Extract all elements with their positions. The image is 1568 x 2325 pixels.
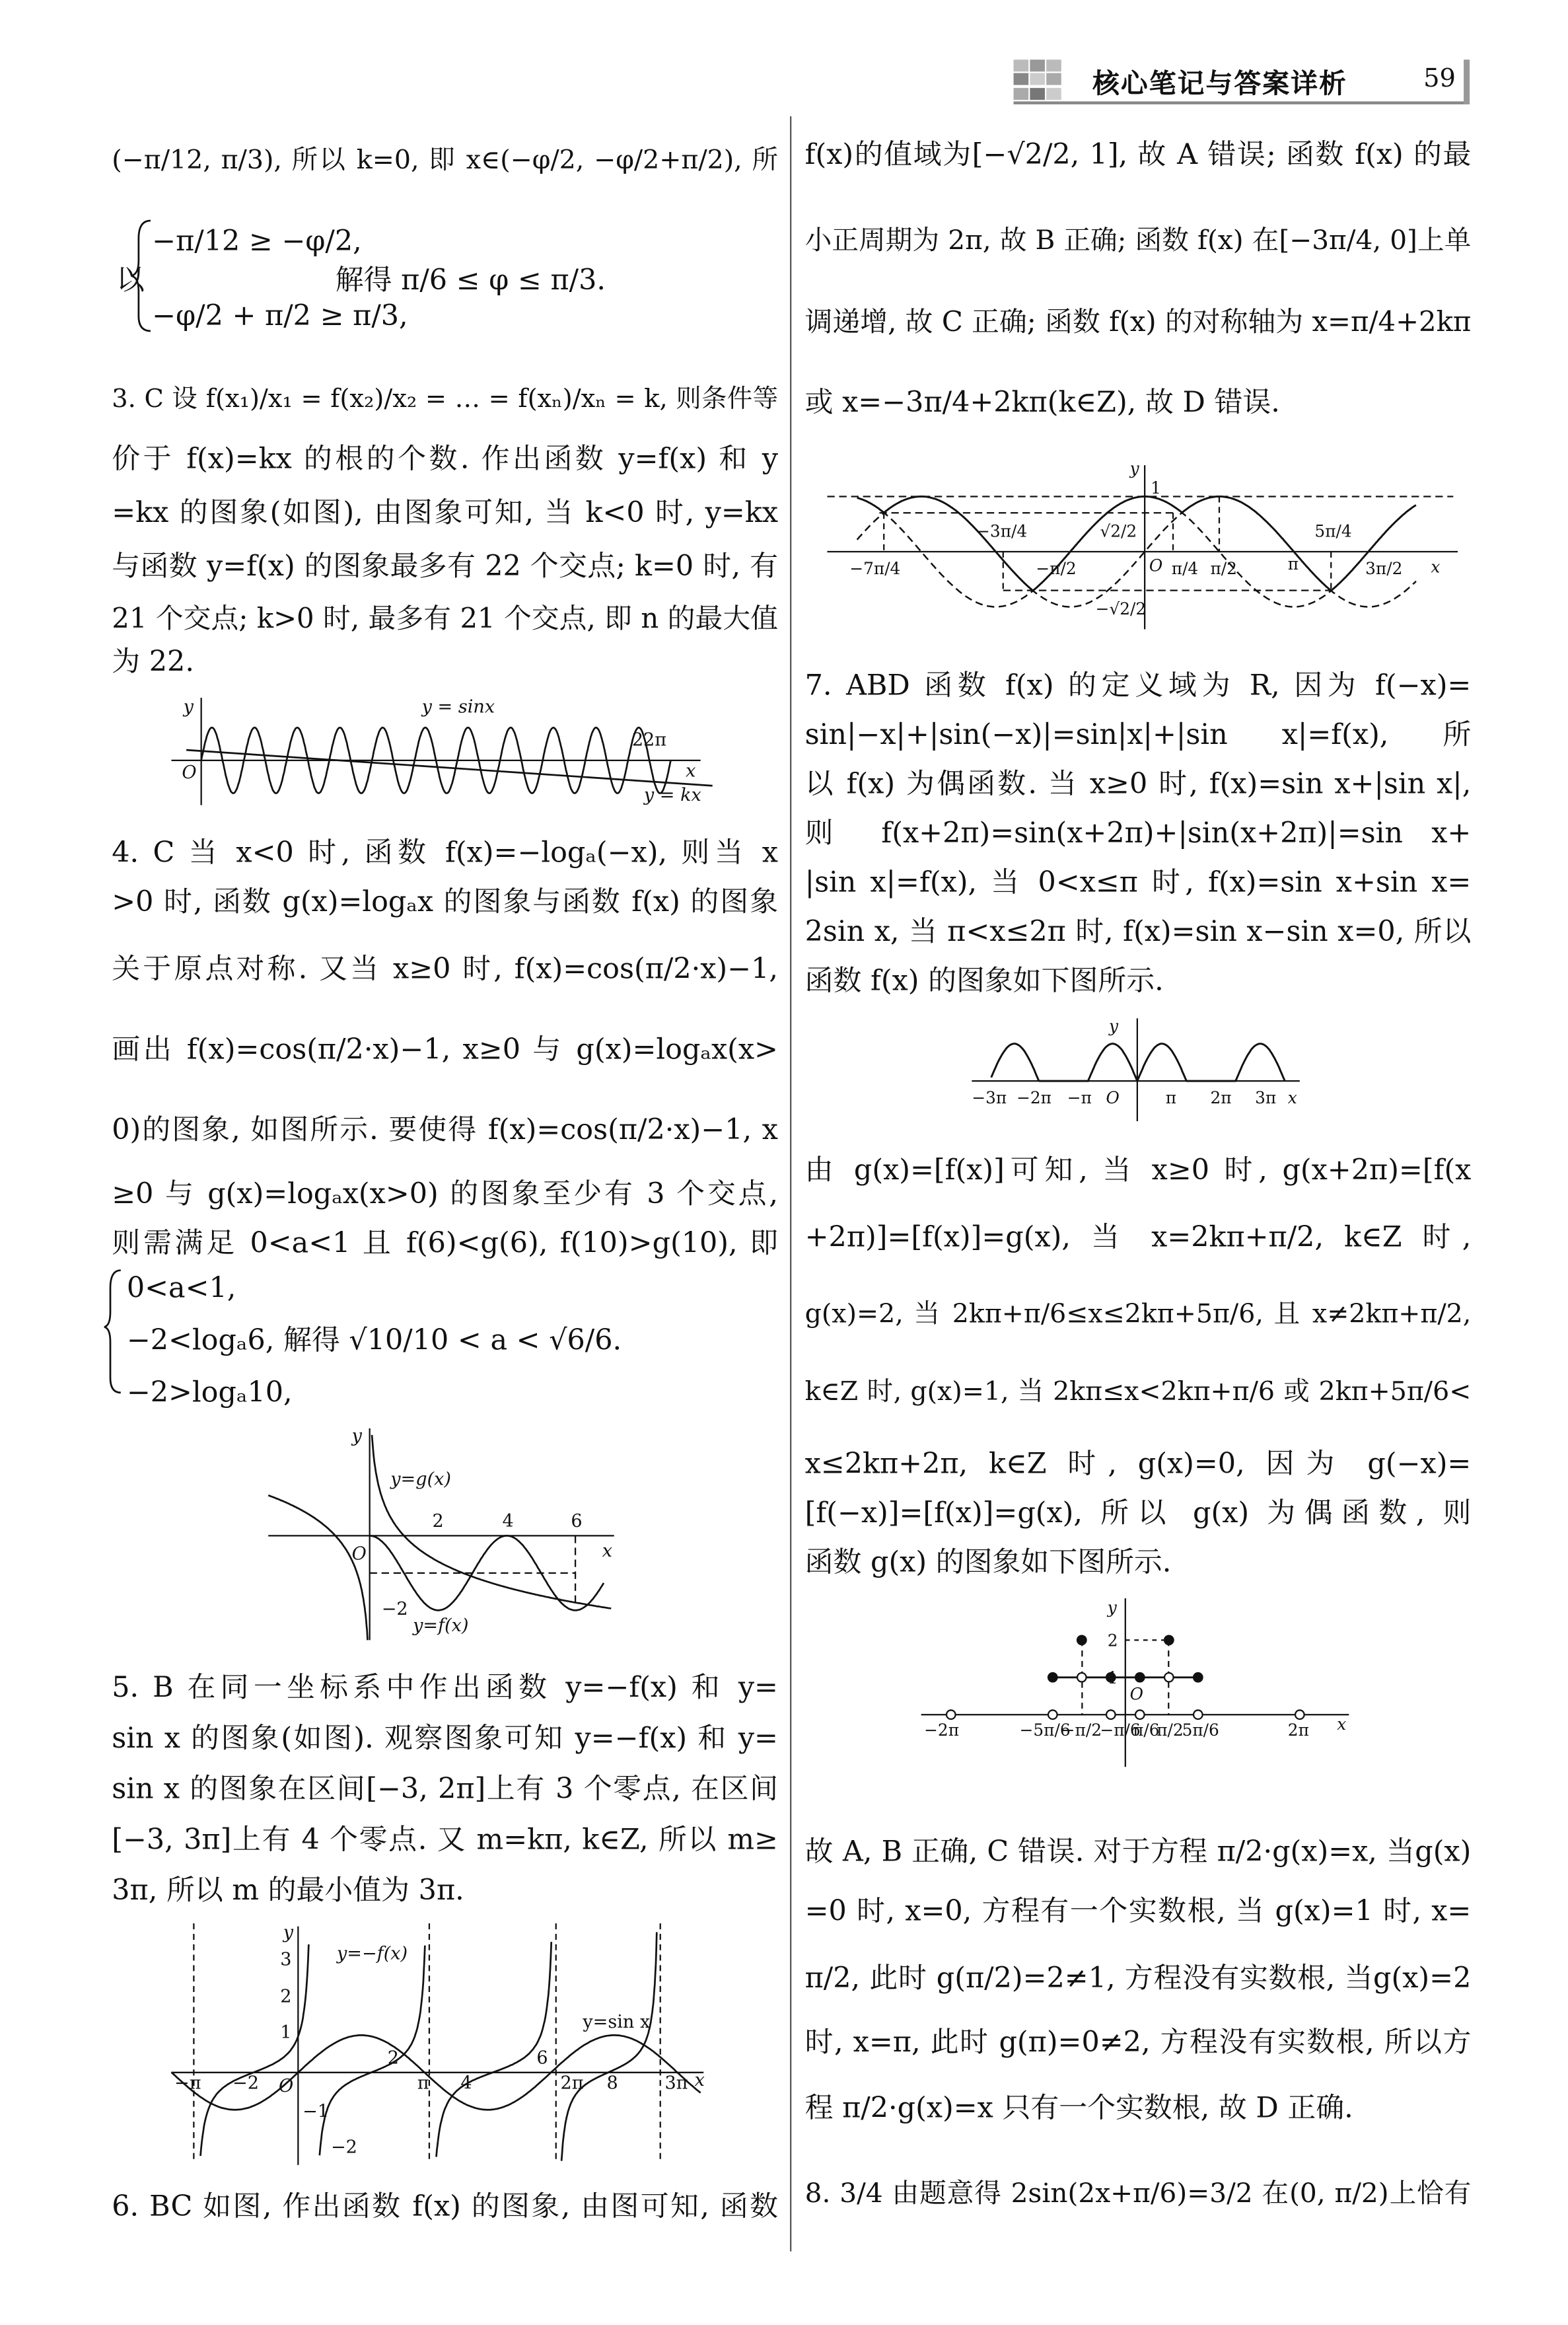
curve-label-sin: y = sinx <box>421 696 495 718</box>
tick-neg-3pi: −3π <box>972 1088 1007 1107</box>
tick-label-22pi: 22π <box>631 729 667 751</box>
tick-ym1: −1 <box>303 2101 330 2122</box>
tick-3pi: 3π <box>664 2073 688 2094</box>
tick-root2-over-2: √2/2 <box>1100 521 1137 541</box>
left-text-line: 0)的图象, 如图所示. 要使得 f(x)=cos(π/2·x)−1, x <box>112 1113 778 1147</box>
line-label-kx: y = kx <box>643 784 701 805</box>
figure-g-f <box>268 1426 614 1640</box>
right-text-line: 故 A, B 正确, C 错误. 对于方程 π/2·g(x)=x, 当g(x) <box>804 1835 1472 1868</box>
open-point <box>1194 1710 1203 1719</box>
tick-pi: π <box>417 2073 429 2094</box>
axis-label-y: y <box>1129 459 1139 478</box>
tick-1: 1 <box>1107 1668 1118 1687</box>
left-text-line: [−3, 3π]上有 4 个零点. 又 m=kπ, k∈Z, 所以 m≥ <box>112 1823 778 1857</box>
system-brace <box>104 1271 121 1393</box>
figure-humps <box>972 1017 1299 1121</box>
axis-label-x: x <box>1287 1088 1297 1107</box>
tick-neg-root2-over-2: −√2/2 <box>1095 599 1147 618</box>
tick-neg-pi-2: −π/2 <box>1036 558 1077 578</box>
left-text-line: (−π/12, π/3), 所以 k=0, 即 x∈(−φ/2, −φ/2+π/2), 所 <box>112 146 778 176</box>
tick-neg-5pi-6: −5π/6 <box>1019 1720 1071 1740</box>
right-text-line: sin|−x|+|sin(−x)|=sin|x|+|sin x|=f(x), 所 <box>804 718 1472 752</box>
line-y-kx <box>186 750 713 786</box>
left-text-line: −π/12 ≥ −φ/2, <box>152 225 362 258</box>
tick-y1: 1 <box>280 2022 292 2043</box>
left-text-line: 5. B 在同一坐标系中作出函数 y=−f(x) 和 y= <box>112 1671 778 1705</box>
right-text-line: +2π)]=[f(x)]=g(x), 当 x=2kπ+π/2, k∈Z 时, <box>804 1221 1472 1254</box>
tick-ym2: −2 <box>330 2137 357 2158</box>
right-text-line: 由 g(x)=[f(x)]可知, 当 x≥0 时, g(x+2π)=[f(x <box>804 1154 1472 1187</box>
right-text-line: 函数 f(x) 的图象如下图所示. <box>804 965 1164 998</box>
right-text-line: [f(−x)]=[f(x)]=g(x), 所以 g(x) 为偶函数, 则 <box>804 1496 1472 1530</box>
right-text-line: 时, x=π, 此时 g(π)=0≠2, 方程没有实数根, 所以方 <box>804 2026 1472 2059</box>
curve-f-solid <box>857 496 1416 591</box>
left-text-line: sin x 的图象在区间[−3, 2π]上有 3 个零点, 在区间 <box>112 1773 778 1806</box>
axis-label-y: y <box>283 1922 294 1943</box>
left-text-line: 关于原点对称. 又当 x≥0 时, f(x)=cos(π/2·x)−1, <box>112 953 778 986</box>
tick-8: 8 <box>606 2073 618 2094</box>
origin-label: O <box>1106 1088 1120 1107</box>
axis-label-y: y <box>1107 1598 1117 1617</box>
left-text-line: 价于 f(x)=kx 的根的个数. 作出函数 y=f(x) 和 y <box>112 443 778 476</box>
right-text-line: 调递增, 故 C 正确; 函数 f(x) 的对称轴为 x=π/4+2kπ <box>804 307 1472 339</box>
curve-label-sin: y=sin x <box>583 2012 651 2033</box>
right-text-line: 或 x=−3π/4+2kπ(k∈Z), 故 D 错误. <box>804 386 1280 420</box>
tick-pi: π <box>1287 554 1299 574</box>
right-text-line: 8. 3/4 由题意得 2sin(2x+π/6)=3/2 在(0, π/2)上恰有 <box>804 2178 1472 2210</box>
tick-neg-3pi-4: −3π/4 <box>976 521 1028 541</box>
curve-f-left <box>268 1495 367 1640</box>
open-point <box>946 1710 956 1719</box>
curve-label-g: y=g(x) <box>390 1469 451 1490</box>
tick-neg2: −2 <box>381 1599 408 1620</box>
left-text-line: −φ/2 + π/2 ≥ π/3, <box>152 299 408 333</box>
figure-sin-kx <box>172 697 713 805</box>
right-text-line: =0 时, x=0, 方程有一个实数根, 当 g(x)=1 时, x= <box>804 1895 1472 1928</box>
axis-label-x: x <box>1337 1714 1347 1734</box>
open-point <box>1077 1673 1087 1682</box>
origin-label: O <box>1129 1684 1143 1704</box>
open-point <box>1106 1710 1116 1719</box>
tick-neg-pi: −π <box>1067 1088 1092 1107</box>
left-text-line: −2<logₐ6, 解得 √10/10 < a < √6/6. <box>126 1323 622 1357</box>
right-text-line: 函数 g(x) 的图象如下图所示. <box>804 1546 1172 1579</box>
open-point <box>1048 1710 1057 1719</box>
left-text-line: 与函数 y=f(x) 的图象最多有 22 个交点; k=0 时, 有 <box>112 550 778 583</box>
tick-y2: 2 <box>280 1986 292 2007</box>
left-text-line: 21 个交点; k>0 时, 最多有 21 个交点, 即 n 的最大值 <box>112 603 778 636</box>
figure-sin-cos <box>827 459 1458 630</box>
filled-point <box>1048 1673 1057 1682</box>
right-text-line: 小正周期为 2π, 故 B 正确; 函数 f(x) 在[−3π/4, 0]上单 <box>804 225 1472 257</box>
axis-label-y: y <box>1108 1016 1119 1036</box>
tick-neg-pi: −π <box>174 2073 201 2094</box>
left-text-line: 画出 f(x)=cos(π/2·x)−1, x≥0 与 g(x)=logₐx(x> <box>112 1033 778 1066</box>
left-text-line: 3. C 设 f(x₁)/x₁ = f(x₂)/x₂ = … = f(xₙ)/xₙ = k, 则条件等 <box>112 385 778 415</box>
tick-neg2: −2 <box>232 2073 259 2094</box>
tick-pi-2: π/2 <box>1157 1720 1184 1740</box>
right-text-line: k∈Z 时, g(x)=1, 当 2kπ≤x<2kπ+π/6 或 2kπ+5π/6< <box>804 1378 1472 1408</box>
left-text-line: >0 时, 函数 g(x)=logₐx 的图象与函数 f(x) 的图象 <box>112 885 778 919</box>
axis-label-y: y <box>351 1426 362 1447</box>
tick-neg-2pi: −2π <box>1016 1088 1051 1107</box>
open-point <box>1295 1710 1304 1719</box>
open-point <box>1164 1673 1174 1682</box>
tick-neg-pi-2: −π/2 <box>1061 1720 1102 1740</box>
tick-5pi-4: 5π/4 <box>1314 521 1352 541</box>
tick-6: 6 <box>536 2048 548 2069</box>
left-text-line: 为 22. <box>112 646 194 679</box>
page-number: 59 <box>1423 64 1456 94</box>
tick-2pi: 2π <box>1210 1088 1232 1107</box>
left-text-line: 0<a<1, <box>126 1271 236 1305</box>
system-brace <box>131 221 151 331</box>
right-text-line: 2sin x, 当 π<x≤2π 时, f(x)=sin x−sin x=0, 所以 <box>804 915 1472 949</box>
left-text-line: 则需满足 0<a<1 且 f(6)<g(6), f(10)>g(10), 即 <box>112 1227 778 1260</box>
right-text-line: x≤2kπ+2π, k∈Z 时, g(x)=0, 因为 g(−x)= <box>804 1448 1472 1481</box>
right-text-line: |sin x|=f(x), 当 0<x≤π 时, f(x)=sin x+sin x= <box>804 866 1472 899</box>
right-text-line: 程 π/2·g(x)=x 只有一个实数根, 故 D 正确. <box>804 2092 1353 2125</box>
origin-label: O <box>279 2076 294 2097</box>
tick-4: 4 <box>502 1510 514 1532</box>
axis-label-x: x <box>1431 557 1441 577</box>
tick-y3: 3 <box>280 1949 292 1970</box>
origin-label: O <box>351 1543 367 1565</box>
left-text-line: 解得 π/6 ≤ φ ≤ π/3. <box>335 264 606 297</box>
tick-neg-7pi-4: −7π/4 <box>849 558 901 578</box>
right-text-line: 则 f(x+2π)=sin(x+2π)+|sin(x+2π)|=sin x+ <box>804 817 1472 850</box>
tick-pi: π <box>1165 1088 1177 1107</box>
left-text-line: −2>logₐ10, <box>126 1376 293 1409</box>
tick-2: 2 <box>387 2048 399 2069</box>
tick-neg-2pi: −2π <box>924 1720 960 1740</box>
tick-4: 4 <box>460 2073 472 2094</box>
left-text-line: 以 <box>116 264 145 297</box>
tick-neg-pi-6: −π/6 <box>1100 1720 1141 1740</box>
tick-pi-2: π/2 <box>1210 558 1237 578</box>
tick-3pi-2: 3π/2 <box>1365 558 1403 578</box>
tick-6: 6 <box>571 1510 583 1532</box>
axis-label-y: y <box>183 696 194 718</box>
left-text-line: 4. C 当 x<0 时, 函数 f(x)=−logₐ(−x), 则当 x <box>112 836 778 869</box>
left-text-line: =kx 的图象(如图), 由图象可知, 当 k<0 时, y=kx <box>112 496 778 530</box>
figure-negf-sin <box>172 1923 705 2165</box>
tick-2pi: 2π <box>560 2073 584 2094</box>
right-text-line: π/2, 此时 g(π/2)=2≠1, 方程没有实数根, 当g(x)=2 <box>804 1962 1472 1995</box>
filled-point <box>1077 1636 1087 1645</box>
right-text-line: g(x)=2, 当 2kπ+π/6≤x≤2kπ+5π/6, 且 x≠2kπ+π/2, <box>804 1300 1472 1330</box>
open-point <box>1135 1710 1145 1719</box>
tick-2: 2 <box>1107 1631 1118 1650</box>
filled-point <box>1135 1673 1145 1682</box>
tick-pi-4: π/4 <box>1171 558 1199 578</box>
curve-label-f: y=f(x) <box>413 1615 469 1636</box>
tick-2: 2 <box>432 1510 444 1532</box>
left-text-line: 3π, 所以 m 的最小值为 3π. <box>112 1874 464 1907</box>
origin-label: O <box>1149 556 1163 575</box>
left-text-line: 6. BC 如图, 作出函数 f(x) 的图象, 由图可知, 函数 <box>112 2190 778 2223</box>
tick-2pi: 2π <box>1287 1720 1309 1740</box>
right-text-line: 7. ABD 函数 f(x) 的定义域为 R, 因为 f(−x)= <box>804 669 1472 702</box>
tick-3pi: 3π <box>1255 1088 1277 1107</box>
axis-label-x: x <box>694 2070 705 2091</box>
filled-point <box>1164 1636 1174 1645</box>
left-text-line: sin x 的图象(如图). 观察图象可知 y=−f(x) 和 y= <box>112 1722 778 1755</box>
axis-label-x: x <box>686 760 696 782</box>
running-header-title: 核心笔记与答案详析 <box>1092 68 1348 100</box>
figure-step-g <box>921 1598 1349 1767</box>
right-text-line: 以 f(x) 为偶函数. 当 x≥0 时, f(x)=sin x+|sin x|, <box>804 768 1472 801</box>
tick-5pi-6: 5π/6 <box>1182 1720 1219 1740</box>
tick-pi-6: π/6 <box>1133 1720 1160 1740</box>
origin-label: O <box>182 762 197 783</box>
left-text-line: ≥0 与 g(x)=logₐx(x>0) 的图象至少有 3 个交点, <box>112 1177 778 1211</box>
right-text-line: f(x)的值域为[−√2/2, 1], 故 A 错误; 函数 f(x) 的最 <box>804 138 1472 172</box>
filled-point <box>1194 1673 1203 1682</box>
curve-label-neg-f: y=−f(x) <box>337 1943 408 1964</box>
axis-label-x: x <box>602 1540 612 1561</box>
tick-1: 1 <box>1151 478 1161 498</box>
